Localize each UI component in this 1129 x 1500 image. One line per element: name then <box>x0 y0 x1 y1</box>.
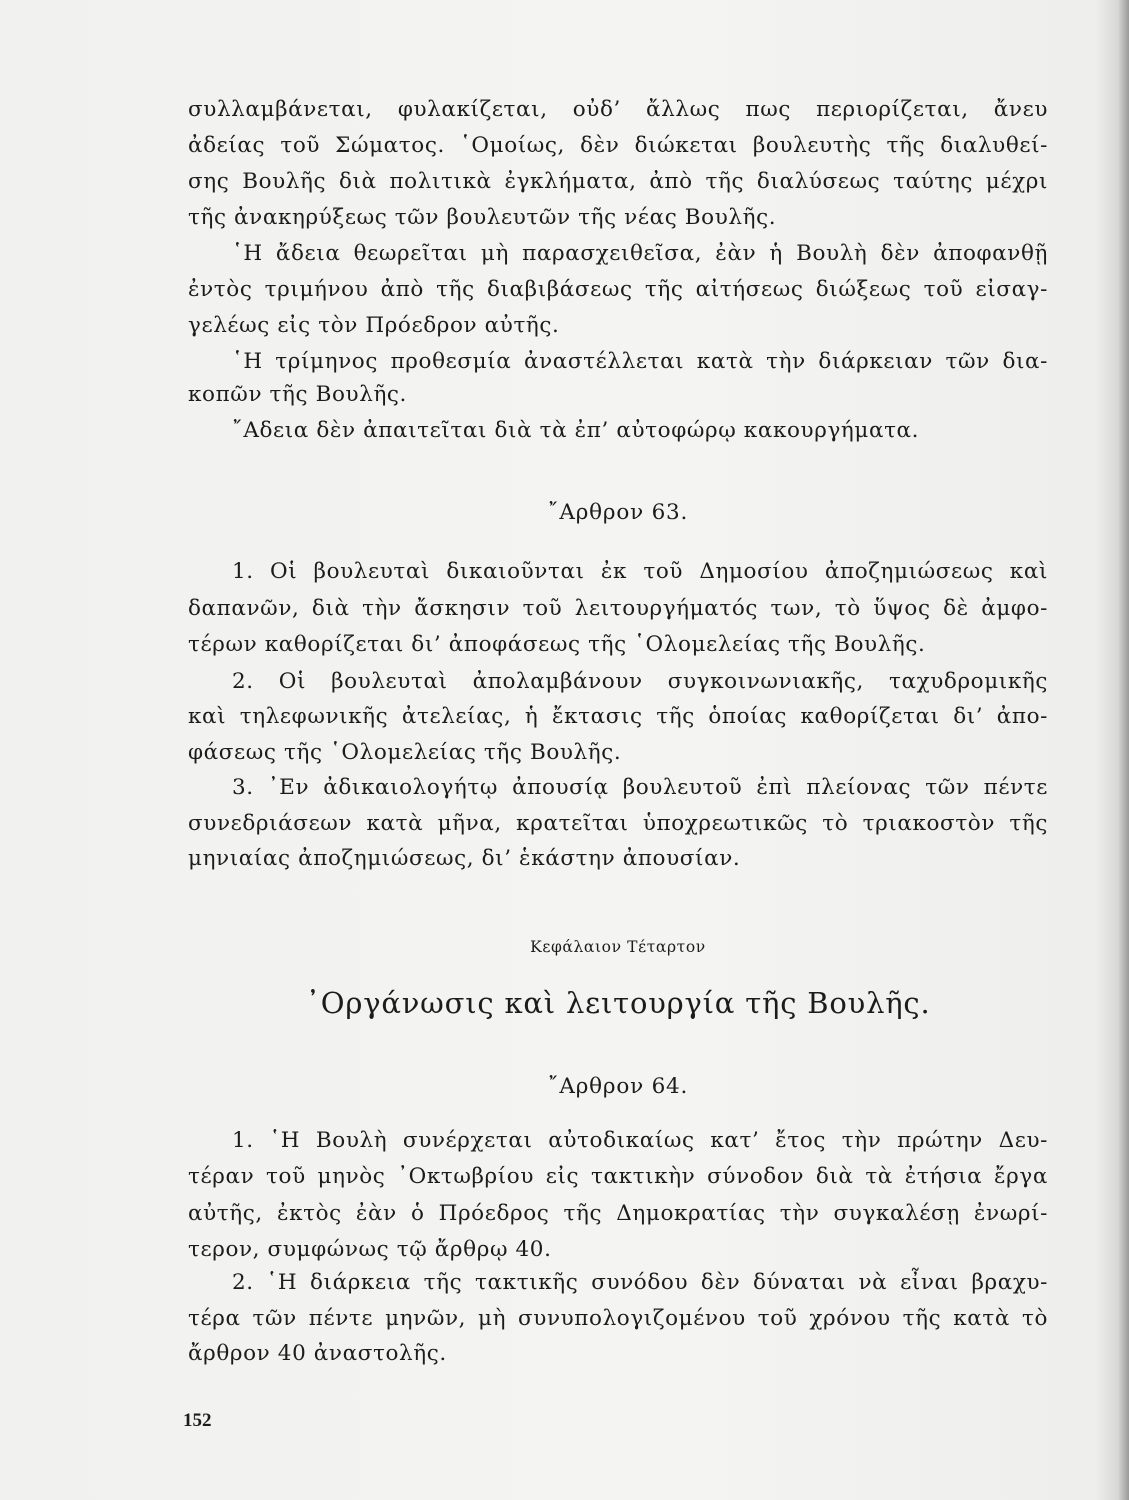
paragraph-line: ἀδείας τοῦ Σώματος. ῾Ομοίως, δὲν διώκεται βουλευτὴς τῆς διαλυθεί- <box>188 133 1048 158</box>
paragraph-line: μηνιαίας ἀποζημιώσεως, δι’ ἑκάστην ἀπουσίαν. <box>188 846 741 871</box>
paragraph-line: 1. ῾Η Βουλὴ συνέρχεται αὐτοδικαίως κατ’ ἔτος τὴν πρώτην Δευ- <box>232 1128 1048 1153</box>
paragraph-line: τέρα τῶν πέντε μηνῶν, μὴ συνυπολογιζομένου τοῦ χρόνου τῆς κατὰ τὸ <box>188 1306 1048 1331</box>
paragraph-line: 2. ῾Η διάρκεια τῆς τακτικῆς συνόδου δὲν δύναται νὰ εἶναι βραχυ- <box>232 1270 1048 1295</box>
paragraph-line: σης Βουλῆς διὰ πολιτικὰ ἐγκλήματα, ἀπὸ τῆς διαλύσεως ταύτης μέχρι <box>188 169 1048 194</box>
paragraph-line: ἐντὸς τριμήνου ἀπὸ τῆς διαβιβάσεως τῆς αἰτήσεως διώξεως τοῦ εἰσαγ- <box>188 277 1048 302</box>
paragraph-line: συλλαμβάνεται, φυλακίζεται, οὐδ’ ἄλλως πως περιορίζεται, ἄνευ <box>188 97 1048 122</box>
paragraph-line: ῎Αδεια δὲν ἀπαιτεῖται διὰ τὰ ἐπ’ αὐτοφώρῳ κακουργήματα. <box>232 418 920 443</box>
paragraph-line: τῆς ἀνακηρύξεως τῶν βουλευτῶν τῆς νέας Βουλῆς. <box>188 205 777 230</box>
paragraph-line: κοπῶν τῆς Βουλῆς. <box>188 382 407 407</box>
paragraph-line: συνεδριάσεων κατὰ μῆνα, κρατεῖται ὑποχρεωτικῶς τὸ τριακοστὸν τῆς <box>188 811 1048 836</box>
paragraph-line: τερον, συμφώνως τῷ ἄρθρῳ 40. <box>188 1237 552 1262</box>
chapter-title: ᾿Οργάνωσις καὶ λειτουργία τῆς Βουλῆς. <box>305 986 931 1020</box>
paragraph-line: 1. Οἱ βουλευταὶ δικαιοῦνται ἐκ τοῦ Δημοσίου ἀποζημιώσεως καὶ <box>232 559 1048 584</box>
paragraph-line: 2. Οἱ βουλευταὶ ἀπολαμβάνουν συγκοινωνιακῆς, ταχυδρομικῆς <box>232 669 1048 694</box>
article-heading: ῎Αρθρον 63. <box>547 500 689 525</box>
paragraph-line: ῾Η τρίμηνος προθεσμία ἀναστέλλεται κατὰ τὴν διάρκειαν τῶν δια- <box>232 349 1048 374</box>
paragraph-line: 3. ᾿Εν ἀδικαιολογήτῳ ἀπουσίᾳ βουλευτοῦ ἐπὶ πλείονας τῶν πέντε <box>232 775 1048 800</box>
page-number: 152 <box>183 1410 212 1431</box>
paragraph-line: ἄρθρον 40 ἀναστολῆς. <box>188 1341 447 1366</box>
paragraph-line: γελέως εἰς τὸν Πρόεδρον αὐτῆς. <box>188 313 560 338</box>
paragraph-line: τέραν τοῦ μηνὸς ᾿Οκτωβρίου εἰς τακτικὴν σύνοδον διὰ τὰ ἐτήσια ἔργα <box>188 1164 1048 1189</box>
article-heading: ῎Αρθρον 64. <box>547 1074 689 1099</box>
paragraph-line: τέρων καθορίζεται δι’ ἀποφάσεως τῆς ῾Ολομελείας τῆς Βουλῆς. <box>188 632 926 657</box>
paragraph-line: ῾Η ἄδεια θεωρεῖται μὴ παρασχειθεῖσα, ἐὰν ἡ Βουλὴ δὲν ἀποφανθῇ <box>232 241 1048 266</box>
paragraph-line: αὐτῆς, ἐκτὸς ἐὰν ὁ Πρόεδρος τῆς Δημοκρατίας τὴν συγκαλέσῃ ἐνωρί- <box>188 1201 1048 1226</box>
paragraph-line: δαπανῶν, διὰ τὴν ἄσκησιν τοῦ λειτουργήματός των, τὸ ὕψος δὲ ἀμφο- <box>188 596 1048 621</box>
chapter-label: Κεφάλαιον Τέταρτον <box>530 938 706 956</box>
paragraph-line: φάσεως τῆς ῾Ολομελείας τῆς Βουλῆς. <box>188 740 622 765</box>
paragraph-line: καὶ τηλεφωνικῆς ἀτελείας, ἡ ἔκτασις τῆς ὁποίας καθορίζεται δι’ ἀπο- <box>188 704 1048 729</box>
